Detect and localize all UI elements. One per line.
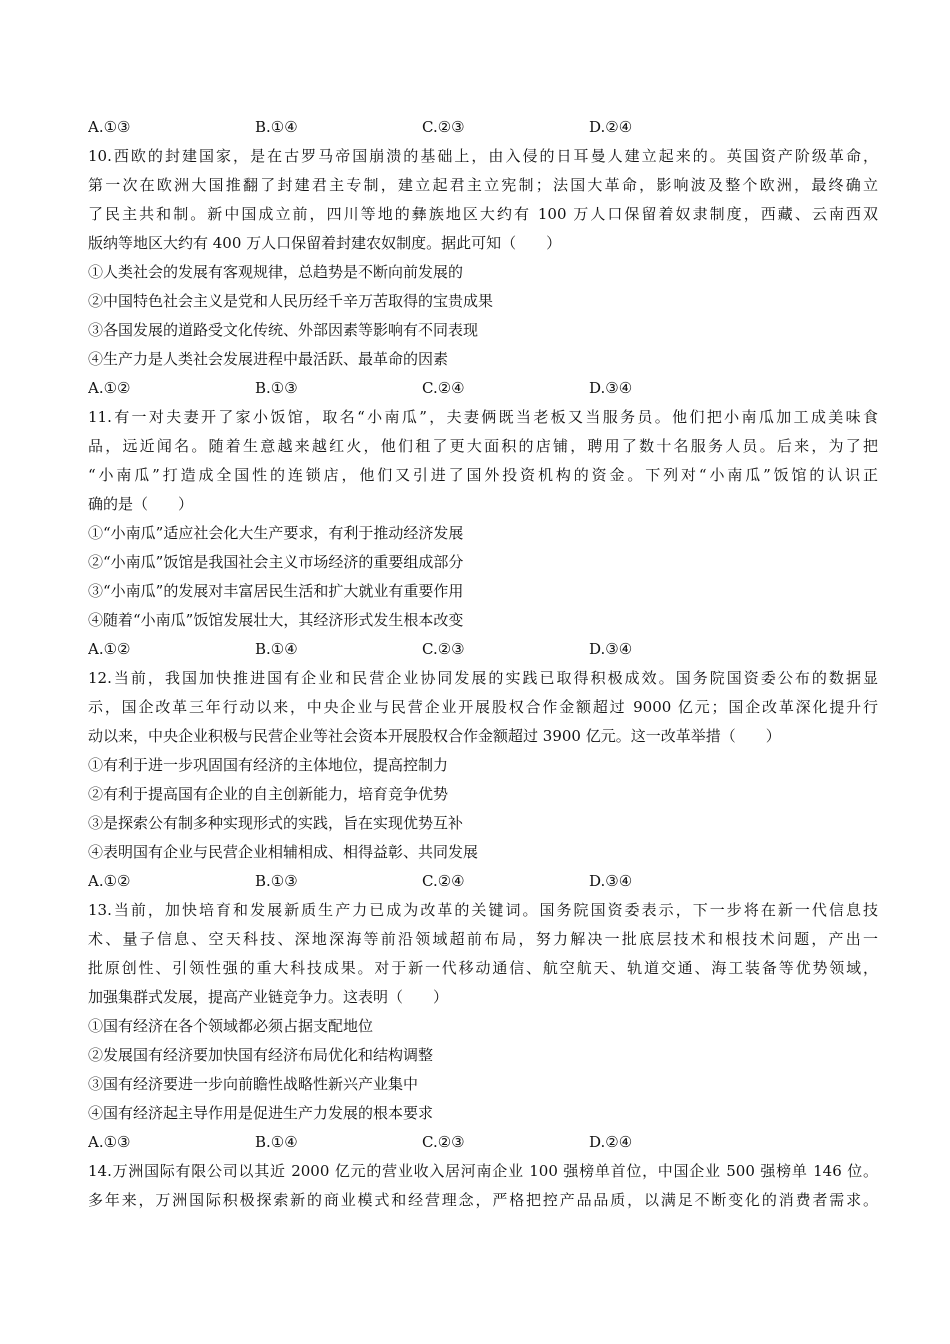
option-d: D.②④	[589, 118, 633, 136]
option-a: A.①③	[88, 118, 131, 136]
q11-statement-4: ④随着“小南瓜”饭馆发展壮大，其经济形式发生根本改变	[88, 611, 464, 629]
question-list	[88, 113, 878, 1215]
option-c: C.②④	[422, 872, 465, 890]
q11-statement-3: ③“小南瓜”的发展对丰富居民生活和扩大就业有重要作用	[88, 582, 464, 600]
q12-statement-3: ③是探索公有制多种实现形式的实践，旨在实现优势互补	[88, 814, 464, 832]
option-c: C.②③	[422, 118, 465, 136]
option-c: C.②③	[422, 640, 465, 658]
q14-stem-line: 14.万洲国际有限公司以其近 2000 亿元的营业收入居河南企业 100 强榜单首位，中国企业 500 强榜单 146 位。	[88, 1162, 878, 1180]
option-d: D.③④	[589, 379, 633, 397]
q10-stem-line: 10.西欧的封建国家，是在古罗马帝国崩溃的基础上，由入侵的日耳曼人建立起来的。英国资产阶级革命，	[88, 147, 878, 165]
option-a: A.①②	[88, 379, 131, 397]
q11-stem-line: 11.有一对夫妻开了家小饭馆，取名“小南瓜”，夫妻俩既当老板又当服务员。他们把小南瓜加工成美味食	[88, 408, 878, 426]
option-a: A.①②	[88, 640, 131, 658]
q13-stem-line: 13.当前，加快培育和发展新质生产力已成为改革的关键词。国务院国资委表示，下一步将在新一代信息技	[88, 901, 878, 919]
q13-options	[88, 1128, 878, 1157]
q10-statement-4: ④生产力是人类社会发展进程中最活跃、最革命的因素	[88, 350, 449, 368]
q13-statement-2: ②发展国有经济要加快国有经济布局优化和结构调整	[88, 1046, 434, 1064]
question-13	[88, 896, 878, 1157]
q11-options	[88, 635, 878, 664]
option-a: A.①③	[88, 1133, 131, 1151]
option-a: A.①②	[88, 872, 131, 890]
q13-statement-1: ①国有经济在各个领域都必须占据支配地位	[88, 1017, 374, 1035]
q11-stem-line: “小南瓜”打造成全国性的连锁店，他们又引进了国外投资机构的资金。下列对“小南瓜”饭馆的认识正	[88, 466, 878, 484]
q10-stem-line: 了民主共和制。新中国成立前，四川等地的彝族地区大约有 100 万人口保留着奴隶制度，西藏、云南西双	[88, 205, 878, 223]
q10-options	[88, 374, 878, 403]
q11-statement-1: ①“小南瓜”适应社会化大生产要求，有利于推动经济发展	[88, 524, 464, 542]
question-14	[88, 1157, 878, 1215]
option-b: B.①④	[255, 640, 298, 658]
option-c: C.②④	[422, 379, 465, 397]
q10-stem-line: 版纳等地区大约有 400 万人口保留着封建农奴制度。据此可知（ ）	[88, 234, 562, 252]
q10-statement-2: ②中国特色社会主义是党和人民历经千辛万苦取得的宝贵成果	[88, 292, 494, 310]
option-d: D.③④	[589, 872, 633, 890]
option-b: B.①④	[255, 118, 298, 136]
question-12	[88, 664, 878, 896]
q12-statement-2: ②有利于提高国有企业的自主创新能力，培育竞争优势	[88, 785, 449, 803]
q13-stem-line: 术、量子信息、空天科技、深地深海等前沿领域超前布局，努力解决一批底层技术和根技术问题，产出一	[88, 930, 878, 948]
q12-options	[88, 867, 878, 896]
q12-statement-4: ④表明国有企业与民营企业相辅相成、相得益彰、共同发展	[88, 843, 479, 861]
q13-statement-3: ③国有经济要进一步向前瞻性战略性新兴产业集中	[88, 1075, 419, 1093]
question-10	[88, 142, 878, 403]
q12-statement-1: ①有利于进一步巩固国有经济的主体地位，提高控制力	[88, 756, 449, 774]
q13-stem-line: 批原创性、引领性强的重大科技成果。对于新一代移动通信、航空航天、轨道交通、海工装备等优势领域，	[88, 959, 878, 977]
option-c: C.②③	[422, 1133, 465, 1151]
q13-statement-4: ④国有经济起主导作用是促进生产力发展的根本要求	[88, 1104, 434, 1122]
q12-stem-line: 12.当前，我国加快推进国有企业和民营企业协同发展的实践已取得积极成效。国务院国资委公布的数据显	[88, 669, 878, 687]
q12-stem-line: 动以来，中央企业积极与民营企业等社会资本开展股权合作金额超过 3900 亿元。这一改革举措（ ）	[88, 727, 781, 745]
q13-stem-line: 加强集群式发展，提高产业链竞争力。这表明（ ）	[88, 988, 449, 1006]
q10-stem-line: 第一次在欧洲大国推翻了封建君主专制，建立起君主立宪制；法国大革命，影响波及整个欧洲，最终确立	[88, 176, 878, 194]
q10-statement-3: ③各国发展的道路受文化传统、外部因素等影响有不同表现	[88, 321, 479, 339]
option-b: B.①③	[255, 379, 298, 397]
option-b: B.①③	[255, 872, 298, 890]
q12-stem-line: 示，国企改革三年行动以来，中央企业与民营企业开展股权合作金额超过 9000 亿元；国企改革深化提升行	[88, 698, 878, 716]
option-d: D.③④	[589, 640, 633, 658]
option-b: B.①④	[255, 1133, 298, 1151]
q9-options	[88, 113, 878, 142]
q11-stem-line: 确的是（ ）	[88, 495, 194, 513]
option-d: D.②④	[589, 1133, 633, 1151]
q14-stem-line: 多年来，万洲国际积极探索新的商业模式和经营理念，严格把控产品品质，以满足不断变化的消费者需求。	[88, 1191, 878, 1209]
question-11	[88, 403, 878, 664]
q11-stem-line: 品，远近闻名。随着生意越来越红火，他们租了更大面积的店铺，聘用了数十名服务人员。后来，为了把	[88, 437, 878, 455]
q11-statement-2: ②“小南瓜”饭馆是我国社会主义市场经济的重要组成部分	[88, 553, 464, 571]
q10-statement-1: ①人类社会的发展有客观规律，总趋势是不断向前发展的	[88, 263, 464, 281]
